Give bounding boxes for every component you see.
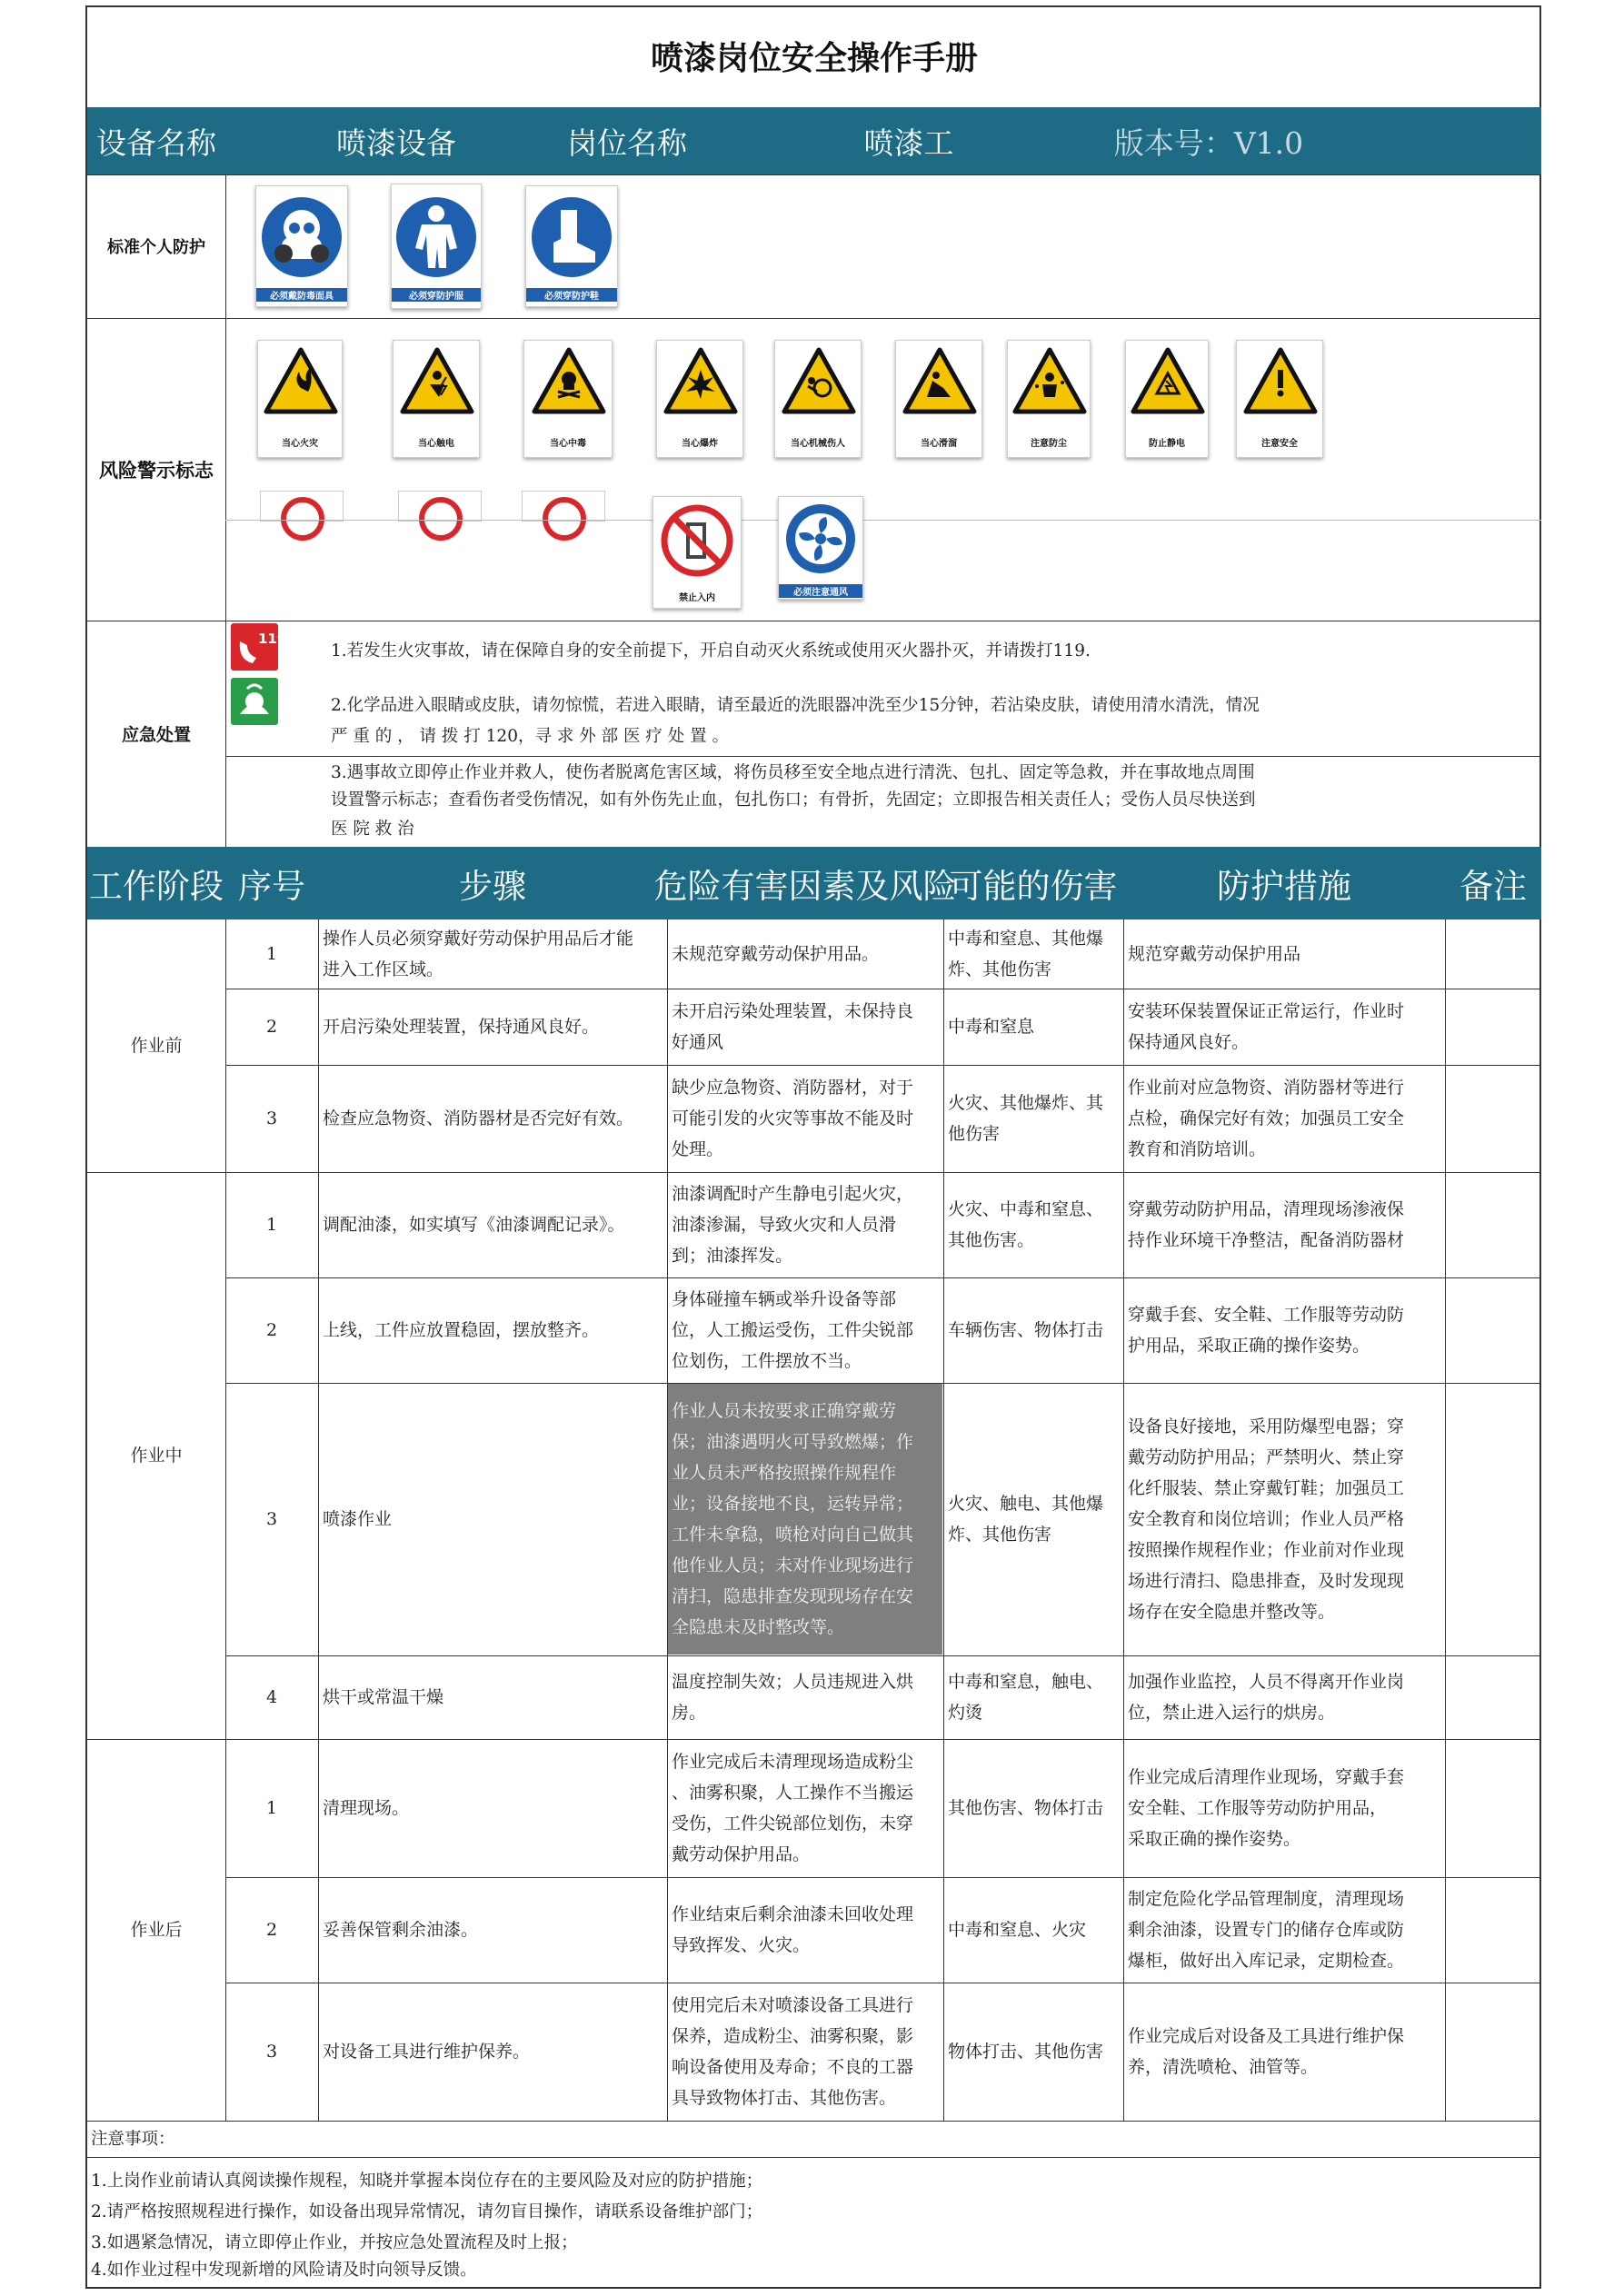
risk-sign-ventilation [778, 496, 863, 600]
cell-line: 上线，工件应放置稳固，摆放整齐。 [323, 1320, 600, 1340]
cell-line: 导致挥发、火灾。 [672, 1935, 811, 1955]
divider [225, 174, 226, 847]
risk-sign-caption: 当心触电 [418, 439, 454, 449]
risk-sign-static-warning [1125, 340, 1209, 458]
cell-text [323, 1103, 633, 1134]
post-label: 岗位名称 [567, 124, 687, 161]
cell-line: 安装环保装置保证正常运行，作业时 [1128, 1001, 1405, 1021]
cell-line: 房。 [672, 1703, 707, 1723]
table-cell-no: 2 [265, 1017, 278, 1037]
cell-text [1128, 1411, 1404, 1627]
cell-line: 穿戴手套、安全鞋、工作服等劳动防 [1128, 1305, 1405, 1325]
table-cell-harm [944, 1066, 1122, 1171]
cell-text [948, 1011, 1034, 1042]
cell-line: 制定危险化学品管理制度，清理现场 [1128, 1889, 1405, 1909]
cell-line: 他作业人员；未对作业现场进行 [672, 1556, 914, 1575]
table-cell-step [319, 1740, 666, 1876]
emergency-item: 3.遇事故立即停止作业并救人，使伤者脱离危害区域，将伤员移至安全地点进行清洗、包扎、固定等急救，并在事故地点周围 [331, 763, 1255, 782]
emergency-item: 医 院 救 治 [331, 820, 414, 839]
cell-line: 清理现场。 [323, 1798, 410, 1818]
cell-line: 保；油漆遇明火可导致燃爆；作 [672, 1432, 914, 1452]
cell-line: 安全教育和岗位培训；作业人员严格 [1128, 1509, 1405, 1529]
cell-line: 剩余油漆，设置专门的储存仓库或防 [1128, 1920, 1405, 1940]
cell-line: 温度控制失效；人员违规进入烘 [672, 1672, 914, 1692]
table-cell-hazard [668, 1983, 942, 2120]
table-cell-hazard [668, 1066, 942, 1171]
col-header-hazard: 危险有害因素及风险 [653, 867, 957, 906]
cell-text [1128, 1299, 1404, 1361]
risk-label: 风险警示标志 [99, 459, 214, 482]
risk-sign-caption: 注意防尘 [1031, 439, 1067, 449]
cell-line: 具导致物体打击、其他伤害。 [672, 2088, 897, 2108]
cell-line: 烘干或常温干燥 [323, 1687, 444, 1707]
cell-line: 中毒和窒息，触电、 [948, 1672, 1104, 1692]
cell-text [1128, 2021, 1404, 2082]
table-cell-measure [1124, 1066, 1444, 1171]
cell-line: 开启污染处理装置，保持通风良好。 [323, 1017, 600, 1037]
cell-line: 使用完后未对喷漆设备工具进行 [672, 1995, 914, 2015]
cell-line: 业；设备接地不良，运转异常； [672, 1494, 914, 1514]
table-cell-measure [1124, 1983, 1444, 2120]
table-cell-step [319, 989, 666, 1064]
table-cell-no: 1 [265, 944, 278, 964]
grid-line [1445, 919, 1446, 2121]
cell-line: 检查应急物资、消防器材是否完好有效。 [323, 1108, 634, 1128]
table-cell-no: 3 [265, 2042, 278, 2062]
cell-line: 好通风 [672, 1032, 724, 1052]
ppe-label: 标准个人防护 [107, 238, 205, 257]
table-cell-no: 1 [265, 1215, 278, 1235]
cell-text [323, 2036, 530, 2067]
table-cell-step [319, 1066, 666, 1171]
cell-line: 业人员未严格按照操作规程作 [672, 1463, 897, 1483]
fire-alarm-119-icon [231, 623, 287, 671]
table-cell-harm [944, 1384, 1122, 1655]
cell-text [1128, 939, 1300, 969]
cell-line: 到；油漆挥发。 [672, 1246, 793, 1266]
cell-text [672, 939, 879, 969]
cell-line: 穿戴劳动防护用品，清理现场渗液保 [1128, 1199, 1405, 1219]
cell-line: 火灾、其他爆炸、其 [948, 1093, 1104, 1113]
poison-warning-icon [524, 341, 613, 432]
cell-line: 化纤服装、禁止穿戴钉鞋；加强员工 [1128, 1478, 1405, 1498]
cell-line: 喷漆作业 [323, 1509, 393, 1529]
table-cell-harm [944, 989, 1122, 1064]
table-cell-harm [944, 920, 1122, 988]
stage-label: 作业后 [130, 1920, 183, 1940]
table-cell-step [319, 1278, 666, 1382]
table-cell-measure [1124, 1173, 1444, 1277]
table-cell-measure [1124, 989, 1444, 1064]
risk-sign-caption: 当心滑溜 [921, 439, 957, 449]
cell-line: 处理。 [672, 1139, 724, 1159]
cell-line: 按照操作规程作业；作业前对作业现 [1128, 1540, 1405, 1560]
ppe-caption: 必须穿防护鞋 [526, 288, 617, 302]
col-header-no: 序号 [238, 867, 305, 906]
risk-sign-machine-injury-warning [774, 340, 862, 458]
table-cell-harm [944, 1740, 1122, 1876]
ppe-sign [391, 184, 482, 309]
cell-line: 进入工作区域。 [323, 959, 444, 979]
cell-text [948, 923, 1103, 985]
cell-text [323, 1011, 599, 1042]
cell-line: 规范穿戴劳动保护用品 [1128, 944, 1301, 964]
table-cell-step [319, 1384, 666, 1655]
cell-line: 场进行清扫、隐患排查，及时发现现 [1128, 1571, 1405, 1591]
risk-sign-dust-warning [1007, 340, 1091, 458]
note-item: 1.上岗作业前请认真阅读操作规程，知晓并掌握本岗位存在的主要风险及对应的防护措施； [91, 2172, 763, 2191]
cell-line: 戴劳动防护用品；严禁明火、禁止穿 [1128, 1447, 1405, 1467]
cell-line: 未规范穿戴劳动保护用品。 [672, 944, 880, 964]
risk-sign-caption: 当心机械伤人 [791, 439, 845, 449]
cell-line: 炸、其他伤害 [948, 1525, 1052, 1545]
cell-line: 戴劳动保护用品。 [672, 1844, 811, 1864]
cell-text [672, 1990, 913, 2113]
cell-line: 位，人工搬运受伤，工件尖锐部 [672, 1320, 914, 1340]
cell-line: 炸、其他伤害 [948, 959, 1052, 979]
cell-text [323, 923, 633, 985]
risk-sign-general-caution [1236, 340, 1323, 458]
cell-line: 其他伤害。 [948, 1230, 1035, 1250]
cell-line: 受伤，工件尖锐部位划伤，未穿 [672, 1814, 914, 1834]
cell-line: 全隐患未及时整改等。 [672, 1617, 845, 1637]
cell-line: 护用品，采取正确的操作姿势。 [1128, 1336, 1370, 1356]
emergency-label: 应急处置 [121, 725, 191, 745]
cell-text [672, 1899, 913, 1961]
cell-line: 教育和消防培训。 [1128, 1139, 1267, 1159]
cell-text [948, 1315, 1103, 1346]
ventilation-icon [779, 497, 862, 581]
cropped-sign [398, 491, 482, 522]
cell-line: 未开启污染处理装置，未保持良 [672, 1001, 914, 1021]
explosion-warning-icon [657, 341, 744, 432]
cell-line: 其他伤害、物体打击 [948, 1798, 1104, 1818]
risk-sign-fire-warning [257, 340, 343, 458]
notes-label: 注意事项： [91, 2130, 175, 2149]
safety-boots-icon [526, 186, 617, 284]
cell-text [672, 1746, 913, 1870]
emergency-item: 严 重 的 ， 请 拨 打 120，寻 求 外 部 医 疗 处 置 。 [331, 727, 730, 746]
table-cell-no: 4 [265, 1687, 278, 1707]
cell-line: 操作人员必须穿戴好劳动保护用品后才能 [323, 929, 634, 949]
cell-line: 妥善保管剩余油漆。 [323, 1920, 479, 1940]
table-cell-no: 1 [265, 1798, 278, 1818]
table-cell-step [319, 920, 666, 988]
cell-text [323, 1504, 392, 1535]
table-cell-step [319, 1656, 666, 1738]
ppe-sign [525, 185, 618, 307]
cell-text [948, 1088, 1103, 1149]
ppe-caption: 必须戴防毒面具 [256, 288, 347, 302]
cell-text [1128, 1072, 1404, 1165]
cell-text [948, 1488, 1103, 1550]
col-header-step: 步骤 [459, 867, 526, 906]
version-label: 版本号：V1.0 [1113, 124, 1304, 161]
cell-line: 持作业环境干净整洁，配备消防器材 [1128, 1230, 1405, 1250]
svg-text:119: 119 [258, 631, 287, 647]
cell-line: 中毒和窒息、其他爆 [948, 929, 1104, 949]
col-header-harm: 可能的伤害 [949, 867, 1118, 906]
table-cell-measure [1124, 1878, 1444, 1982]
table-cell-harm [944, 1983, 1122, 2120]
table-cell-step [319, 1983, 666, 2120]
cell-text [672, 996, 913, 1058]
cell-line: 养，清洗喷枪、油管等。 [1128, 2057, 1319, 2077]
cell-line: 火灾、中毒和窒息、 [948, 1199, 1104, 1219]
cell-text [323, 1315, 599, 1346]
col-header-measure: 防护措施 [1217, 867, 1351, 906]
risk-sign-caption: 必须注意通风 [779, 584, 862, 598]
cell-text [948, 1914, 1086, 1945]
table-cell-measure [1124, 1384, 1444, 1655]
cell-line: 调配油漆，如实填写《油漆调配记录》。 [323, 1215, 625, 1235]
divider [87, 2121, 1541, 2122]
cell-line: 可能引发的火灾等事故不能及时 [672, 1108, 914, 1128]
table-cell-measure [1124, 1278, 1444, 1382]
cell-line: 身体碰撞车辆或举升设备等部 [672, 1289, 897, 1309]
note-item: 3.如遇紧急情况，请立即停止作业，并按应急处置流程及时上报； [91, 2233, 578, 2252]
risk-sign-electric-shock-warning [393, 340, 480, 458]
eyewash-icon [231, 678, 278, 725]
divider [87, 318, 1541, 319]
table-cell-harm [944, 1278, 1122, 1382]
cell-text [672, 1666, 913, 1728]
cell-line: 中毒和窒息 [948, 1017, 1035, 1037]
gas-mask-icon [256, 186, 347, 284]
table-cell-measure [1124, 1740, 1444, 1876]
cell-line: 物体打击、其他伤害 [948, 2042, 1104, 2062]
fire-warning-icon [258, 341, 344, 432]
cell-line: 油漆调配时产生静电引起火灾， [672, 1184, 914, 1204]
table-cell-hazard [668, 1878, 942, 1982]
risk-sign-caption: 当心爆炸 [682, 439, 718, 449]
risk-sign-caption: 当心中毒 [550, 439, 586, 449]
device-label: 设备名称 [96, 124, 216, 161]
cell-line: 作业人员未按要求正确穿戴劳 [672, 1401, 897, 1421]
table-cell-harm [944, 1878, 1122, 1982]
cell-line: 位，禁止进入运行的烘房。 [1128, 1703, 1336, 1723]
cell-line: 缺少应急物资、消防器材，对于 [672, 1078, 914, 1098]
divider [225, 756, 1541, 757]
table-cell-no: 3 [265, 1108, 278, 1128]
sign-band-edge [225, 520, 1541, 521]
cell-line: 油漆渗漏，导致火灾和人员滑 [672, 1215, 897, 1235]
table-cell-step [319, 1173, 666, 1277]
cell-text [672, 1072, 913, 1165]
cell-line: 作业前对应急物资、消防器材等进行 [1128, 1078, 1405, 1098]
divider [87, 174, 1541, 175]
table-cell-hazard [668, 1278, 942, 1382]
table-cell-no: 2 [265, 1920, 278, 1940]
divider [87, 2157, 1541, 2158]
cell-line: 灼烫 [948, 1703, 983, 1723]
cell-text [672, 1396, 913, 1643]
cell-line: 工件未拿稳，喷枪对向自己做其 [672, 1525, 914, 1545]
cell-line: 点检，确保完好有效；加强员工安全 [1128, 1108, 1405, 1128]
cell-text [323, 1914, 478, 1945]
ppe-sign [255, 185, 348, 307]
cell-text [323, 1682, 443, 1713]
risk-sign-poison-warning [523, 340, 613, 458]
electric-shock-warning-icon [394, 341, 481, 432]
note-item: 2.请严格按照规程进行操作，如设备出现异常情况，请勿盲目操作，请联系设备维护部门； [91, 2202, 763, 2221]
cell-line: 安全鞋、工作服等劳动防护用品， [1128, 1798, 1388, 1818]
cell-line: 、油雾积聚，人工操作不当搬运 [672, 1783, 914, 1803]
cell-line: 中毒和窒息、火灾 [948, 1920, 1087, 1940]
cell-line: 作业完成后未清理现场造成粉尘 [672, 1752, 914, 1772]
table-cell-hazard [668, 1740, 942, 1876]
cell-text [1128, 996, 1404, 1058]
table-cell-harm [944, 1173, 1122, 1277]
cell-line: 场存在安全隐患并整改等。 [1128, 1602, 1336, 1622]
cell-line: 爆柜，做好出入库记录，定期检查。 [1128, 1951, 1405, 1971]
cell-text [948, 2036, 1103, 2067]
cell-line: 设备良好接地，采用防爆型电器；穿 [1128, 1416, 1405, 1436]
table-cell-measure [1124, 1656, 1444, 1738]
emergency-item: 设置警示标志；查看伤者受伤情况，如有外伤先止血，包扎伤口；有骨折，先固定；立即报告相关责任人；受伤人员尽快送到 [331, 790, 1256, 810]
device-value: 喷漆设备 [336, 124, 456, 161]
general-caution-icon [1237, 341, 1324, 432]
table-cell-measure [1124, 920, 1444, 988]
protective-suit-icon [392, 184, 481, 284]
cell-text [948, 1194, 1103, 1256]
machine-injury-warning-icon [775, 341, 862, 432]
post-value: 喷漆工 [863, 124, 954, 161]
cell-text [948, 1793, 1103, 1824]
risk-sign-caption: 防止静电 [1149, 439, 1185, 449]
table-cell-no: 2 [265, 1320, 278, 1340]
table-cell-no: 3 [265, 1509, 278, 1529]
emergency-item: 1.若发生火灾事故，请在保障自身的安全前提下，开启自动灭火系统或使用灭火器扑灭，并请拨打119. [331, 641, 1091, 661]
risk-sign-caption: 当心火灾 [282, 439, 318, 449]
cell-text [1128, 1762, 1404, 1854]
stage-label: 作业中 [130, 1446, 183, 1466]
cell-line: 加强作业监控，人员不得离开作业岗 [1128, 1672, 1405, 1692]
risk-sign-caption: 禁止入内 [679, 593, 715, 603]
cell-line: 作业完成后对设备及工具进行维护保 [1128, 2026, 1405, 2046]
cell-text [948, 1666, 1103, 1728]
cell-line: 保养，造成粉尘、油雾积聚，影 [672, 2026, 914, 2046]
table-cell-hazard [668, 1656, 942, 1738]
cell-text [1128, 1666, 1404, 1728]
cell-text [323, 1793, 409, 1824]
cell-line: 作业结束后剩余油漆未回收处理 [672, 1904, 914, 1924]
table-cell-harm [944, 1656, 1122, 1738]
col-header-stage: 工作阶段 [89, 867, 224, 906]
cropped-sign [260, 491, 344, 522]
risk-sign-explosion-warning [656, 340, 743, 458]
cell-line: 对设备工具进行维护保养。 [323, 2042, 531, 2062]
cell-line: 作业完成后清理作业现场，穿戴手套 [1128, 1767, 1405, 1787]
stage-label: 作业前 [130, 1036, 183, 1056]
cell-line: 火灾、触电、其他爆 [948, 1494, 1104, 1514]
risk-sign-slippery-warning [895, 340, 982, 458]
cell-line: 保持通风良好。 [1128, 1032, 1250, 1052]
cell-line: 车辆伤害、物体打击 [948, 1320, 1104, 1340]
cropped-sign [522, 491, 605, 522]
cell-text [1128, 1884, 1404, 1976]
table-cell-hazard [668, 1384, 942, 1655]
table-cell-hazard [668, 1173, 942, 1277]
risk-sign-no-entry [653, 496, 742, 609]
cell-text [323, 1209, 625, 1240]
col-header-remark: 备注 [1460, 867, 1527, 906]
ppe-caption: 必须穿防护服 [392, 288, 481, 302]
table-cell-hazard [668, 989, 942, 1064]
cell-line: 响设备使用及寿命；不良的工器 [672, 2057, 914, 2077]
page-title: 喷漆岗位安全操作手册 [650, 40, 978, 77]
cell-line: 位划伤，工件摆放不当。 [672, 1351, 862, 1371]
note-item: 4.如作业过程中发现新增的风险请及时向领导反馈。 [91, 2261, 477, 2280]
emergency-item: 2.化学品进入眼睛或皮肤，请勿惊慌，若进入眼睛，请至最近的洗眼器冲洗至少15分钟，若沾染皮肤，请使用清水清洗，情况 [331, 696, 1260, 715]
risk-sign-caption: 注意安全 [1261, 439, 1298, 449]
cell-text [672, 1284, 913, 1377]
dust-warning-icon [1008, 341, 1091, 432]
slippery-warning-icon [896, 341, 983, 432]
no-entry-icon [653, 497, 741, 586]
table-cell-step [319, 1878, 666, 1982]
cell-line: 他伤害 [948, 1124, 1001, 1144]
static-warning-icon [1126, 341, 1210, 432]
cell-line: 清扫，隐患排查发现现场存在安 [672, 1586, 914, 1606]
cell-text [672, 1178, 913, 1271]
cell-line: 采取正确的操作姿势。 [1128, 1829, 1301, 1849]
table-cell-hazard [668, 920, 942, 988]
cell-text [1128, 1194, 1404, 1256]
